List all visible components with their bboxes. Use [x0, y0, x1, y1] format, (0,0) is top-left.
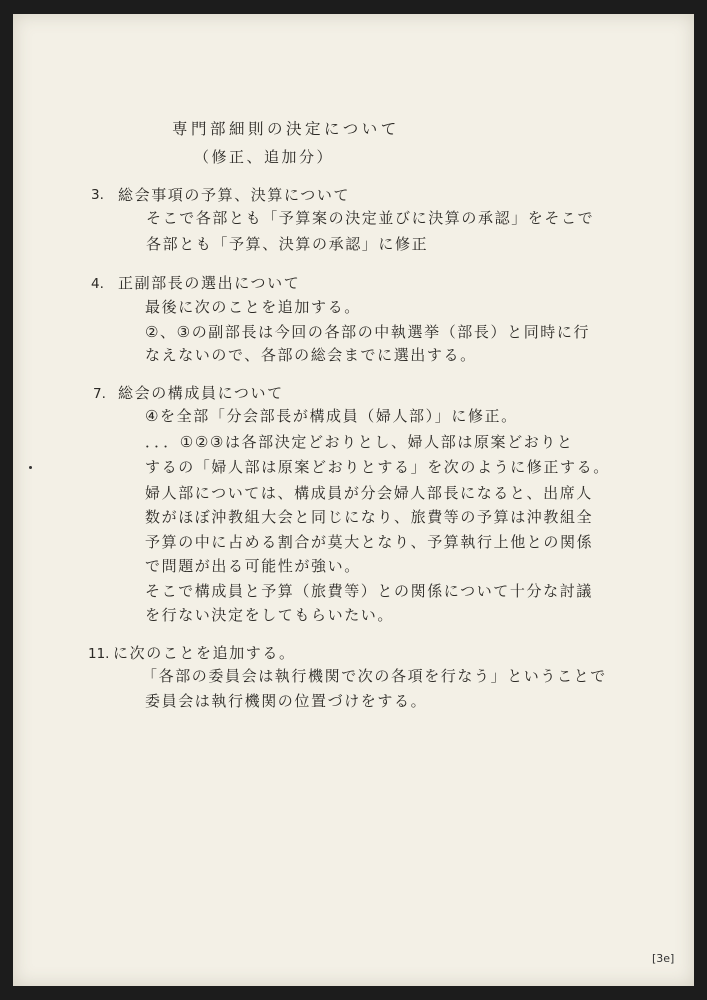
section-line: なえないので、各部の総会までに選出する。 [145, 346, 477, 364]
section-line: 数がほぼ沖教組大会と同じになり、旅費等の予算は沖教組全 [145, 508, 594, 526]
section-heading: 総会事項の予算、決算について [118, 186, 351, 204]
section-line: を行ない決定をしてもらいたい。 [145, 606, 395, 624]
section-line: そこで構成員と予算（旅費等）との関係について十分な討議 [145, 582, 593, 600]
section-line: 予算の中に占める割合が莫大となり、予算執行上他との関係 [145, 533, 594, 551]
section-line: 「各部の委員会は執行機関で次の各項を行なう」ということで [142, 667, 607, 685]
section-line: するの「婦人部は原案どおりとする」を次のように修正する。 [145, 458, 610, 476]
section-number: 4. [91, 276, 104, 292]
ink-speck [29, 466, 32, 469]
page-stamp: [3e] [652, 952, 675, 965]
section-line: 各部とも「予算、決算の承認」に修正 [146, 235, 429, 253]
section-line: 委員会は執行機関の位置づけをする。 [145, 692, 428, 710]
section-line: そこで各部とも「予算案の決定並びに決算の承認」をそこで [146, 209, 595, 227]
section-number: 7. [93, 386, 106, 402]
section-line: 最後に次のことを追加する。 [145, 298, 361, 316]
section-heading: に次のことを追加する。 [113, 644, 296, 662]
section-heading: 総会の構成員について [118, 384, 284, 402]
document-title: 専門部細則の決定について [172, 120, 400, 138]
section-line: 婦人部については、構成員が分会婦人部長になると、出席人 [145, 484, 593, 502]
section-number: 3. [91, 187, 104, 203]
section-line: ②、③の副部長は今回の各部の中執選挙（部長）と同時に行 [145, 323, 591, 341]
section-line: で問題が出る可能性が強い。 [145, 557, 361, 575]
section-line: ．．．①②③は各部決定どおりとし、婦人部は原案どおりと [145, 433, 574, 451]
section-line: ④を全部「分会部長が構成員（婦人部）」に修正。 [145, 407, 518, 425]
section-number: 11. [88, 646, 110, 662]
document-subtitle: （修正、追加分） [194, 148, 335, 166]
section-heading: 正副部長の選出について [118, 274, 301, 292]
